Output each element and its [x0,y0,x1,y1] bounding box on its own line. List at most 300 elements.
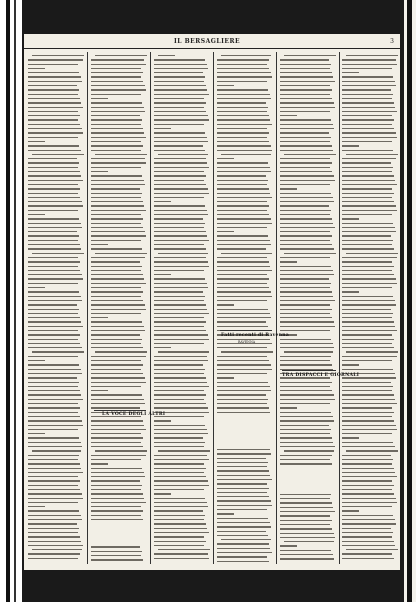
text-line [28,180,84,183]
text-line-ink [154,115,208,116]
text-line-ink [154,313,209,314]
text-line-ink [280,188,297,189]
text-line [217,394,273,397]
text-line-ink [217,261,269,262]
text-line [154,184,210,187]
text-line [217,154,273,157]
text-line-ink [280,321,334,322]
text-line [280,533,336,536]
text-line-ink [91,218,143,219]
text-line-ink [217,193,270,194]
text-line-ink [346,253,398,254]
text-line-ink [280,205,329,206]
text-line-ink [342,317,392,318]
text-line [280,494,336,497]
text-line [342,111,398,114]
text-line-ink [280,231,330,232]
scan-left-margin [0,0,22,602]
text-line [280,167,336,170]
text-line-ink [154,296,205,297]
text-line-ink [280,111,330,112]
text-line-ink [280,141,330,142]
text-line-ink [342,180,395,181]
text-line-ink [91,420,143,421]
text-line [217,145,273,148]
text-line-ink [28,339,78,340]
text-line-ink [154,493,171,494]
text-line-ink [217,509,267,510]
text-line [91,205,147,208]
text-line [91,223,147,226]
text-line-ink [28,386,78,387]
text-line-ink [221,351,273,352]
text-line [280,511,336,514]
text-line [342,528,398,531]
text-line-ink [91,480,140,481]
text-line [91,373,147,376]
text-line [91,364,147,367]
text-line-ink [217,81,267,82]
text-line [342,145,398,148]
text-line-ink [342,227,395,228]
text-line [154,343,210,346]
text-line [217,261,273,264]
text-line-ink [217,132,269,133]
text-line [217,518,273,521]
text-line [217,522,273,525]
text-line-ink [217,543,269,544]
text-line-ink [154,180,204,181]
text-line-ink [32,450,81,451]
text-line-ink [217,304,234,305]
text-line [280,72,336,75]
text-line [280,507,336,510]
text-line [280,390,336,393]
text-line [280,55,336,58]
text-line [28,536,84,539]
column-rule [87,52,88,564]
text-line [217,59,273,62]
text-column-2 [91,54,147,562]
text-line-ink [217,518,268,519]
text-line-ink [342,502,397,503]
text-line-ink [342,360,392,361]
text-line-ink [154,76,205,77]
text-line [91,551,147,554]
text-line [280,171,336,174]
text-line-ink [342,107,395,108]
text-line-ink [280,429,331,430]
text-line-ink [91,214,141,215]
text-line [342,158,398,161]
text-line-ink [217,412,270,413]
text-line [217,360,273,363]
text-line [28,145,84,148]
text-line [342,188,398,191]
text-line [154,283,210,286]
text-line-ink [154,356,207,357]
text-line-ink [91,257,145,258]
text-line [28,433,84,436]
text-line-ink [217,377,234,378]
text-line-ink [280,81,335,82]
text-line [91,197,147,200]
text-line-ink [280,227,335,228]
text-line [154,193,210,196]
text-line [91,377,147,380]
text-line-ink [342,403,397,404]
text-line-ink [217,205,269,206]
text-line-ink [28,132,83,133]
text-line [217,462,273,465]
text-line-ink [280,235,332,236]
text-line-ink [28,498,83,499]
text-line [28,485,84,488]
text-line [154,210,210,213]
text-line-ink [342,197,392,198]
text-line [342,446,398,449]
text-line [91,227,147,230]
text-line-ink [91,498,144,499]
text-line [217,403,273,406]
text-line-ink [217,373,267,374]
text-line-ink [217,462,268,463]
text-line-ink [91,334,140,335]
text-line-ink [91,184,145,185]
text-line-ink [28,184,78,185]
text-line [28,300,84,303]
text-line [342,214,398,217]
text-line-ink [280,287,330,288]
text-column-5 [280,54,336,562]
text-line [217,543,273,546]
text-line [280,188,336,191]
text-line [217,210,273,213]
text-line [280,450,336,453]
text-line-ink [217,309,268,310]
text-line [154,442,210,445]
text-line [91,382,147,385]
text-line-ink [91,386,141,387]
text-line-ink [342,72,359,73]
text-line [154,94,210,97]
text-line [154,485,210,488]
text-line-ink [91,339,142,340]
text-line [342,485,398,488]
column-rule [276,52,277,564]
text-line [217,102,273,105]
text-line-ink [217,399,268,400]
text-line-ink [280,98,332,99]
text-line [28,502,84,505]
text-line [280,253,336,256]
text-line-ink [280,128,334,129]
text-line-ink [280,382,332,383]
text-line [342,506,398,509]
text-line-ink [154,171,204,172]
text-line-ink [280,515,330,516]
text-line [91,115,147,118]
text-line [28,334,84,337]
text-line [28,266,84,269]
text-line-ink [154,257,206,258]
text-line [280,154,336,157]
text-line [217,475,273,478]
text-line [154,399,210,402]
text-line [280,266,336,269]
text-line-ink [28,115,80,116]
text-line-ink [91,98,108,99]
text-line-ink [280,150,333,151]
text-line-ink [154,321,206,322]
text-line [154,480,210,483]
text-line [91,369,147,372]
text-line [280,416,336,419]
text-line [154,218,210,221]
text-line-ink [280,442,333,443]
text-line-ink [280,64,331,65]
text-line-ink [154,210,207,211]
text-line [280,313,336,316]
text-line-ink [28,137,78,138]
text-line-ink [217,167,270,168]
text-line [28,321,84,324]
text-line [28,197,84,200]
text-line-ink [221,253,272,254]
text-line [91,214,147,217]
section-title-dispacci: TRA DISPACCI E GIORNALI [282,373,360,378]
text-line [154,68,210,71]
text-line [28,343,84,346]
text-line [342,360,398,363]
text-line-ink [342,463,392,464]
text-line-ink [280,158,330,159]
text-line [91,184,147,187]
text-line-ink [280,115,297,116]
text-line-ink [28,425,83,426]
text-line-ink [154,119,209,120]
text-line-ink [217,274,267,275]
text-line [91,274,147,277]
text-line [28,171,84,174]
text-line-ink [91,201,143,202]
section-title-fatti-ravenna: Fatti recenti di Ravenna [221,333,290,338]
text-line-ink [154,369,205,370]
text-line [28,480,84,483]
text-line [280,102,336,105]
text-line [342,81,398,84]
text-line [342,231,398,234]
text-line-ink [91,94,141,95]
text-line-ink [280,291,332,292]
text-line [154,390,210,393]
text-line-ink [154,343,204,344]
text-line [217,309,273,312]
text-line-ink [217,107,268,108]
text-line [28,235,84,238]
text-line-ink [28,145,79,146]
text-line [154,253,210,256]
text-line [217,500,273,503]
page-number: 3 [390,38,394,45]
text-line [217,180,273,183]
text-line-ink [280,248,334,249]
text-line-ink [342,76,393,77]
text-line-ink [217,556,267,557]
text-line-ink [91,64,146,65]
text-line-ink [154,201,171,202]
text-line-ink [342,266,394,267]
text-line [154,506,210,509]
text-line [154,369,210,372]
text-line [28,76,84,79]
text-line-ink [28,72,79,73]
text-line [154,463,210,466]
text-line-ink [91,390,108,391]
text-line-ink [91,244,108,245]
text-line-ink [342,184,397,185]
text-line [342,334,398,337]
text-line [342,218,398,221]
section-title-voce-altri: LA VOCE DEGLI ALTRI [102,412,166,417]
text-line-ink [28,201,82,202]
text-line-ink [342,364,359,365]
text-line [154,455,210,458]
text-line-ink [91,261,140,262]
text-line-ink [280,554,333,555]
text-line [91,437,147,440]
text-line-ink [91,555,141,556]
text-line-ink [280,107,335,108]
text-line [28,429,84,432]
text-line-ink [280,283,331,284]
text-line [28,193,84,196]
text-line [280,210,336,213]
text-line-ink [342,420,394,421]
text-line [217,390,273,393]
text-line [217,326,273,329]
text-line-ink [95,154,147,155]
text-line [217,128,273,131]
text-line-ink [91,180,144,181]
text-line-ink [154,223,205,224]
text-line-ink [280,520,332,521]
text-line-ink [91,278,144,279]
section-divider [282,370,336,371]
text-line-ink [217,68,269,69]
text-line [28,356,84,359]
text-line-ink [91,132,144,133]
text-line [154,244,210,247]
newspaper-page [24,34,400,570]
text-line-ink [91,270,141,271]
text-line-ink [342,68,392,69]
text-line [154,141,210,144]
text-line-ink [28,141,45,142]
text-line-ink [217,531,266,532]
text-line [342,257,398,260]
text-line [342,437,398,440]
text-line [342,364,398,367]
text-line [28,390,84,393]
text-line [28,111,84,114]
text-line [280,347,336,350]
text-line [280,141,336,144]
text-line-ink [217,317,271,318]
text-line-ink [280,399,335,400]
text-line [91,463,147,466]
text-line [154,231,210,234]
text-line-ink [342,162,391,163]
text-line [342,137,398,140]
text-line [217,304,273,307]
text-line-ink [346,549,398,550]
text-line [91,313,147,316]
text-line [28,240,84,243]
text-line-ink [28,429,78,430]
text-line [217,85,273,88]
text-line-ink [154,364,203,365]
text-line [154,248,210,251]
text-line [280,227,336,230]
text-line-ink [284,253,336,254]
text-line [217,449,273,452]
text-line [154,158,210,161]
text-line [217,119,273,122]
text-line [91,137,147,140]
text-line [342,227,398,230]
text-line-ink [91,546,140,547]
text-line [28,253,84,256]
text-line-ink [217,291,271,292]
text-line-ink [91,235,146,236]
text-line-ink [91,304,145,305]
text-line [91,489,147,492]
column-rule [339,52,340,564]
text-line-ink [28,545,83,546]
text-line [280,150,336,153]
text-line [28,278,84,281]
text-line [91,244,147,247]
text-line [280,502,336,505]
text-line-ink [342,248,394,249]
text-line-ink [342,205,396,206]
text-line-ink [154,377,206,378]
text-line-ink [280,300,335,301]
text-line-ink [91,188,140,189]
text-line-ink [158,253,208,254]
text-line-ink [217,102,266,103]
text-line [154,162,210,165]
text-line [280,94,336,97]
text-line [280,59,336,62]
binding-edge-inner [14,0,16,602]
text-line [28,519,84,522]
text-line [28,472,84,475]
text-line-ink [28,390,80,391]
text-line-ink [280,528,332,529]
text-line [28,188,84,191]
text-line-ink [342,536,392,537]
text-line-ink [280,132,329,133]
text-line-ink [280,76,333,77]
text-line [280,515,336,518]
text-line-ink [91,510,143,511]
text-line [342,291,398,294]
text-line-ink [91,231,145,232]
text-line [154,489,210,492]
text-line-ink [342,330,397,331]
